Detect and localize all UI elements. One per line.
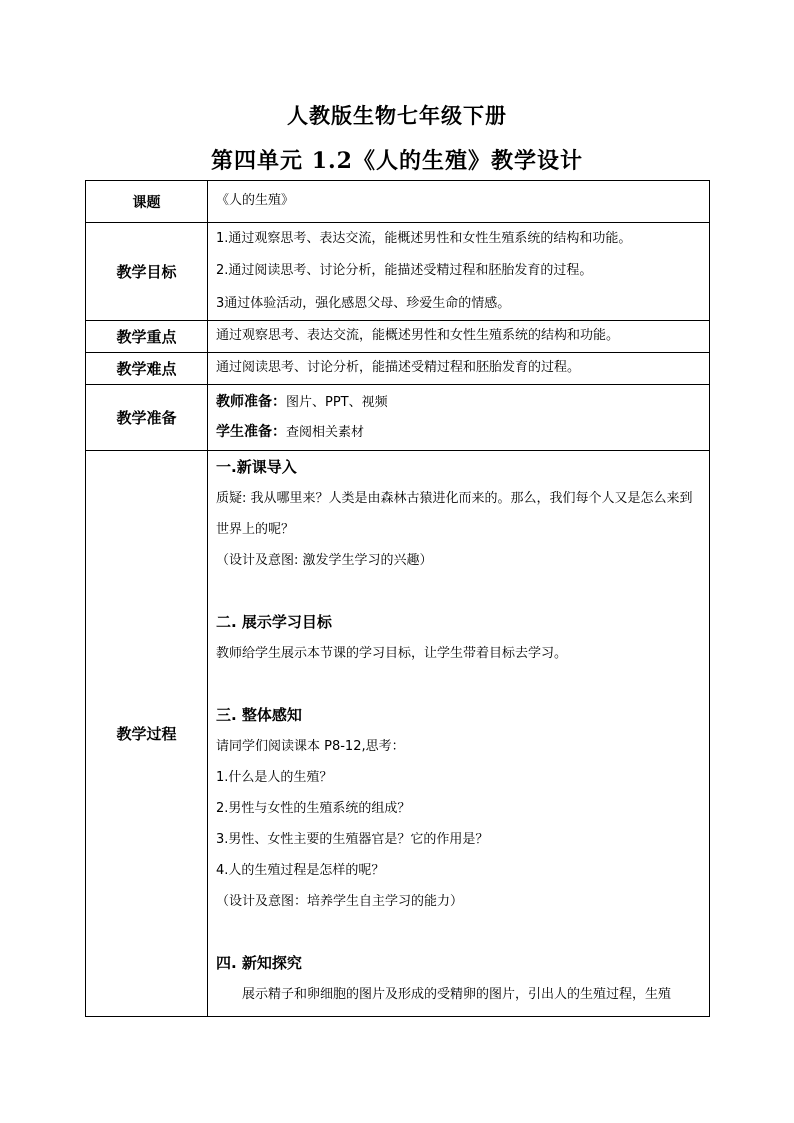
question-item: 3.男性、女性主要的生殖器官是？它的作用是？	[216, 832, 489, 847]
teacher-prep-label: 教师准备：	[216, 393, 286, 410]
row-topic	[86, 181, 710, 223]
teacher-prep	[216, 388, 703, 418]
document-title: 人教版生物七年级下册	[287, 103, 507, 128]
spacer	[216, 576, 703, 606]
row-key-point	[86, 321, 710, 353]
section-heading: 四. 新知探究	[216, 954, 302, 972]
row-process	[86, 451, 710, 1017]
student-prep	[216, 418, 703, 448]
design-note: （设计及意图: 激发学生学习的兴趣）	[216, 553, 433, 568]
goals-label: 教学目标	[86, 223, 208, 321]
design-note: （设计及意图：培养学生自主学习的能力）	[216, 894, 464, 909]
goals-content	[208, 223, 710, 321]
spacer	[216, 917, 703, 947]
process-label: 教学过程	[86, 451, 208, 1017]
spacer	[216, 669, 703, 699]
preparation-label: 教学准备	[86, 385, 208, 451]
document-subtitle: 第四单元 1.2《人的生殖》教学设计	[211, 148, 583, 174]
goal-item: 2.通过阅读思考、讨论分析，能描述受精过程和胚胎发育的过程。	[216, 263, 593, 279]
process-content	[208, 451, 710, 1017]
section-heading: 三. 整体感知	[216, 706, 302, 724]
topic-value: 《人的生殖》	[208, 181, 710, 223]
student-prep-value: 查阅相关素材	[286, 424, 365, 440]
key-point-label: 教学重点	[86, 321, 208, 353]
goal-item: 3通过体验活动，强化感恩父母、珍爱生命的情感。	[216, 295, 511, 311]
difficulty-value: 通过阅读思考、讨论分析，能描述受精过程和胚胎发育的过程。	[208, 353, 710, 385]
difficulty-label: 教学难点	[86, 353, 208, 385]
key-point-value: 通过观察思考、表达交流，能概述男性和女性生殖系统的结构和功能。	[208, 321, 710, 353]
paragraph: 质疑: 我从哪里来？人类是由森林古猿进化而来的。那么，我们每个人又是怎么来到世界上的呢？	[216, 491, 693, 537]
student-prep-label: 学生准备：	[216, 423, 286, 440]
section-heading: 二. 展示学习目标	[216, 613, 332, 631]
section-heading: 一.新课导入	[216, 458, 297, 476]
row-preparation	[86, 385, 710, 451]
paragraph: 展示精子和卵细胞的图片及形成的受精卵的图片，引出人的生殖过程，生殖	[242, 987, 672, 1002]
paragraph: 请同学们阅读课本 P8-12,思考：	[216, 739, 405, 754]
lesson-plan-table	[85, 180, 710, 1017]
teacher-prep-value: 图片、PPT、视频	[286, 394, 388, 410]
goal-item: 1.通过观察思考、表达交流，能概述男性和女性生殖系统的结构和功能。	[216, 231, 632, 247]
question-item: 2.男性与女性的生殖系统的组成？	[216, 801, 411, 816]
question-item: 1.什么是人的生殖？	[216, 770, 333, 785]
paragraph: 教师给学生展示本节课的学习目标，让学生带着目标去学习。	[216, 646, 568, 661]
preparation-content	[208, 385, 710, 451]
topic-label: 课题	[86, 181, 208, 223]
question-item: 4.人的生殖过程是怎样的呢？	[216, 863, 385, 878]
row-difficulty	[86, 353, 710, 385]
row-goals	[86, 223, 710, 321]
